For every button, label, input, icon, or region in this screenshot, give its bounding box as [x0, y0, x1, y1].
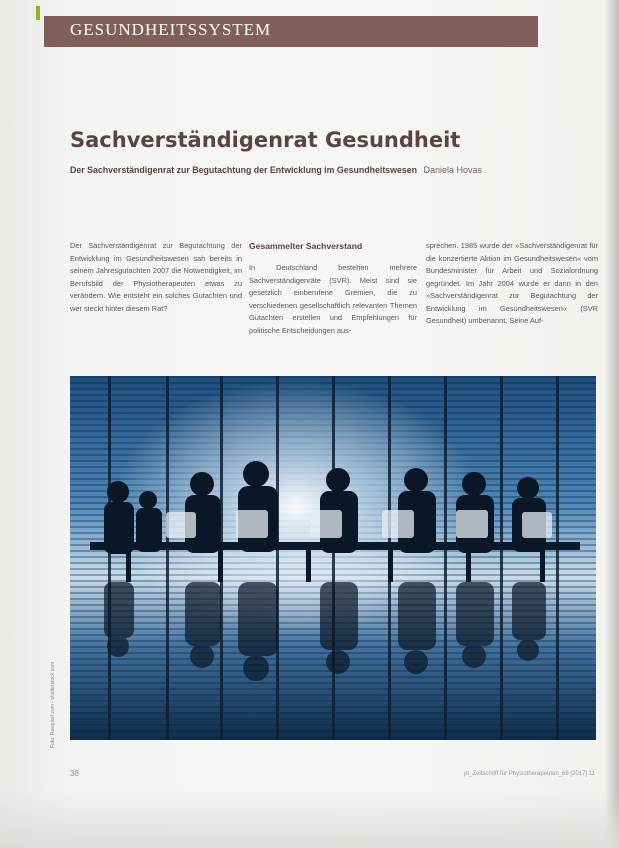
article-title: Sachverständigenrat Gesundheit	[70, 128, 461, 152]
meeting-photo	[70, 376, 596, 740]
section-label: GESUNDHEITSSYSTEM	[70, 20, 272, 39]
intro-paragraph: Der Sachverständigenrat zur Begutachtung der Entwicklung im Gesundheitswesen sah bereits in seinem Jahresgutachten 2007 die Notwendigkeit, im Berufsbild der Physiotherapeuten etwas zu verändern. Wie entsteht ein solches Gutachten und wer steckt hinter diesem Rat?	[70, 241, 242, 313]
column-heading: Gesammelter Sachverstand	[249, 241, 363, 251]
text-column-3	[426, 240, 598, 328]
page-bottom-shadow	[0, 790, 619, 848]
body-paragraph-2: sprechen. 1985 wurde der »Sachverständigenrat für die konzertierte Aktion im Gesundheitswesen« vom Bundesminister für Arbeit und Sozialordnung gegründet. Im Jahr 2004 wurde er dann in den »Sachverständigenrat zur Begutachtung der Entwicklung im Gesundheitswesen« (SVR Gesundheit) umbenannt. Seine Auf-	[426, 241, 598, 325]
page-edge-shadow	[605, 0, 619, 848]
text-column-1	[70, 240, 242, 315]
page-number: 38	[70, 769, 79, 778]
body-paragraph-1: In Deutschland bestehen mehrere Sachverständigenräte (SVR). Meist sind sie gesetzlich einberufene Gremien, die zu verschiedenen gesellschaftlich relevanten Themen Gutachten erstellen und Empfehlungen für politische Entscheidungen aus-	[249, 263, 417, 335]
meeting-silhouette-image	[70, 376, 596, 740]
article-author: Daniela Hovas	[423, 165, 483, 175]
section-accent-mark	[36, 6, 40, 20]
article-subtitle: Der Sachverständigenrat zur Begutachtung der Entwicklung im Gesundheitswesen	[70, 165, 418, 175]
journal-footer: pt_Zeitschrift für Physiotherapeuten_69 [2017] 11	[464, 771, 595, 777]
article-subtitle-line	[70, 165, 482, 175]
text-column-2	[249, 240, 417, 337]
photo-credit: Foto: Rawpixel.com - shutterstock.com	[50, 661, 56, 748]
